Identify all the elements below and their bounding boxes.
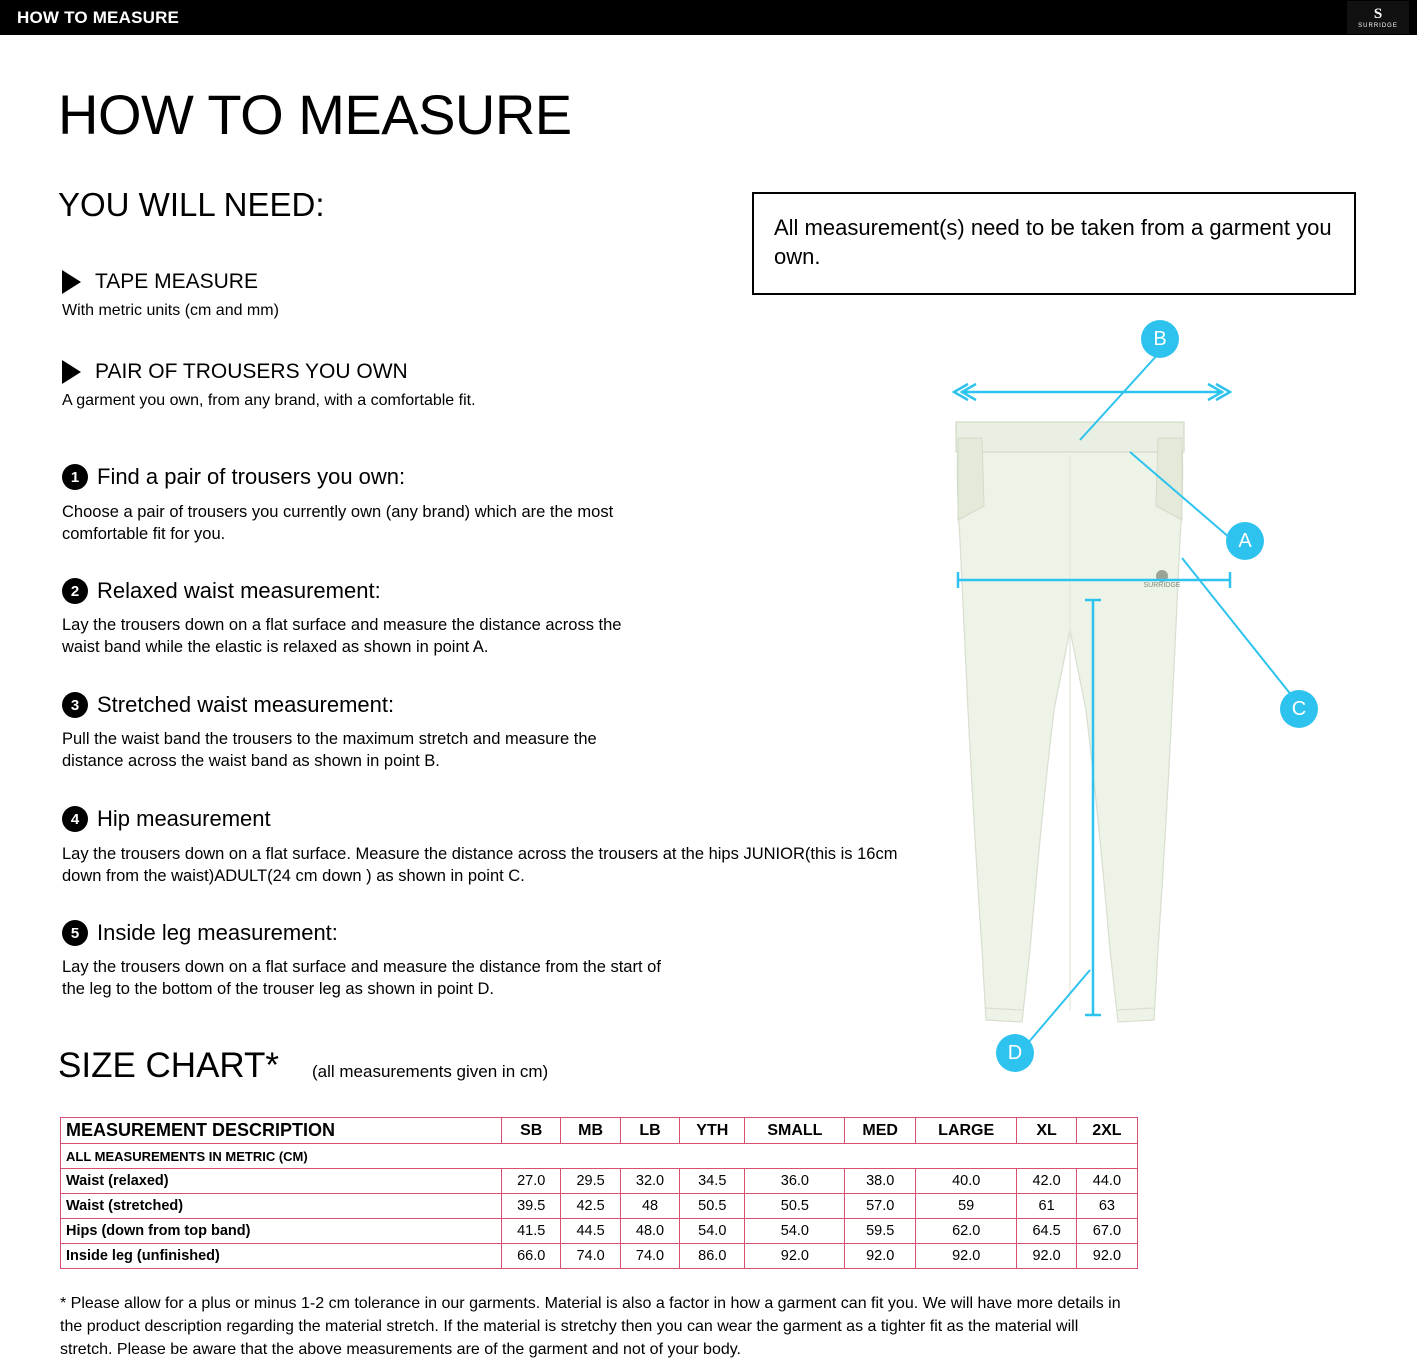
cell: 54.0 bbox=[745, 1219, 845, 1244]
cell: 42.5 bbox=[561, 1194, 620, 1219]
column-header-mb: MB bbox=[561, 1118, 620, 1144]
top-bar-title: HOW TO MEASURE bbox=[17, 8, 180, 27]
row-label-hips: Hips (down from top band) bbox=[61, 1219, 502, 1244]
cell: 41.5 bbox=[502, 1219, 561, 1244]
cell: 54.0 bbox=[680, 1219, 745, 1244]
step-2-title: Relaxed waist measurement: bbox=[97, 578, 381, 603]
cell: 92.0 bbox=[1017, 1244, 1076, 1269]
cell: 92.0 bbox=[1076, 1244, 1137, 1269]
brand-name-label: SURRIDGE bbox=[1358, 22, 1398, 29]
diagram-label-b: B bbox=[1141, 320, 1179, 358]
garment-brand-tag: SURRIDGE bbox=[1143, 582, 1181, 589]
page-title: HOW TO MEASURE bbox=[58, 83, 572, 146]
row-label-waist-relaxed: Waist (relaxed) bbox=[61, 1169, 502, 1194]
cell: 57.0 bbox=[845, 1194, 916, 1219]
triangle-bullet-icon bbox=[62, 270, 81, 294]
step-5-title: Inside leg measurement: bbox=[97, 920, 338, 945]
step-3-title: Stretched waist measurement: bbox=[97, 692, 395, 717]
cell: 48 bbox=[620, 1194, 679, 1219]
table-row bbox=[61, 1244, 1138, 1269]
cell: 39.5 bbox=[502, 1194, 561, 1219]
cell: 42.0 bbox=[1017, 1169, 1076, 1194]
row-label-waist-stretched: Waist (stretched) bbox=[61, 1194, 502, 1219]
table-subheader-row bbox=[61, 1144, 1138, 1169]
you-will-need-heading: YOU WILL NEED: bbox=[58, 186, 325, 223]
cell: 59.5 bbox=[845, 1219, 916, 1244]
step-2-number: 2 bbox=[62, 578, 88, 604]
column-header-large: LARGE bbox=[915, 1118, 1016, 1144]
cell: 92.0 bbox=[745, 1244, 845, 1269]
need-item-tape-measure-sub: With metric units (cm and mm) bbox=[62, 302, 279, 319]
table-header-row bbox=[61, 1118, 1138, 1144]
column-header-2xl: 2XL bbox=[1076, 1118, 1137, 1144]
cell: 32.0 bbox=[620, 1169, 679, 1194]
column-header-med: MED bbox=[845, 1118, 916, 1144]
cell: 74.0 bbox=[561, 1244, 620, 1269]
callout-text: All measurement(s) need to be taken from a garment you own. bbox=[774, 215, 1332, 269]
table-row bbox=[61, 1194, 1138, 1219]
cell: 44.0 bbox=[1076, 1169, 1137, 1194]
step-1-number: 1 bbox=[62, 464, 88, 490]
cell: 92.0 bbox=[845, 1244, 916, 1269]
step-1-body: Choose a pair of trousers you currently own (any brand) which are the most comfortable fit for you. bbox=[62, 503, 614, 544]
cell: 29.5 bbox=[561, 1169, 620, 1194]
cell: 61 bbox=[1017, 1194, 1076, 1219]
cell: 63 bbox=[1076, 1194, 1137, 1219]
cell: 66.0 bbox=[502, 1244, 561, 1269]
footnote-text: * Please allow for a plus or minus 1-2 cm tolerance in our garments. Material is also a factor in how a garment can fit you. We will have more details in the product description regarding the material stretch. If the material is stretchy then you can wear the garment as a tighter fit as the material will stretch. Please be aware that the above measurements are of the garment and not of your body. bbox=[60, 1295, 1121, 1359]
step-3-body: Pull the waist band the trousers to the maximum stretch and measure the distance across the waist band as shown in point B. bbox=[62, 730, 597, 771]
brand-logo bbox=[1347, 1, 1409, 34]
cell: 64.5 bbox=[1017, 1219, 1076, 1244]
step-3-number: 3 bbox=[62, 692, 88, 718]
size-chart-heading: SIZE CHART* bbox=[58, 1046, 280, 1085]
cell: 40.0 bbox=[915, 1169, 1016, 1194]
step-5-body: Lay the trousers down on a flat surface and measure the distance from the start of the leg to the bottom of the trouser leg as shown in point D. bbox=[62, 958, 661, 999]
cell: 44.5 bbox=[561, 1219, 620, 1244]
cell: 36.0 bbox=[745, 1169, 845, 1194]
top-bar bbox=[0, 0, 1417, 35]
table-row bbox=[61, 1169, 1138, 1194]
callout-box bbox=[752, 192, 1356, 295]
size-chart-note: (all measurements given in cm) bbox=[312, 1062, 549, 1081]
step-4-title: Hip measurement bbox=[97, 806, 271, 831]
cell: 92.0 bbox=[915, 1244, 1016, 1269]
size-chart-table bbox=[60, 1117, 1138, 1269]
diagram-label-c: C bbox=[1280, 690, 1318, 728]
cell: 50.5 bbox=[680, 1194, 745, 1219]
trouser-measurement-diagram bbox=[930, 310, 1400, 1090]
column-header-description: MEASUREMENT DESCRIPTION bbox=[61, 1118, 502, 1144]
cell: 74.0 bbox=[620, 1244, 679, 1269]
step-4-body: Lay the trousers down on a flat surface. Measure the distance across the trousers at the hips JUNIOR(this is 16cm down from the waist)ADULT(24 cm down ) as shown in point C. bbox=[62, 845, 898, 886]
cell: 67.0 bbox=[1076, 1219, 1137, 1244]
column-header-xl: XL bbox=[1017, 1118, 1076, 1144]
cell: 38.0 bbox=[845, 1169, 916, 1194]
triangle-bullet-icon bbox=[62, 360, 81, 384]
cell: 34.5 bbox=[680, 1169, 745, 1194]
trouser-diagram-svg bbox=[930, 310, 1400, 1090]
diagram-label-a: A bbox=[1226, 522, 1264, 560]
column-header-sb: SB bbox=[502, 1118, 561, 1144]
diagram-label-d: D bbox=[996, 1034, 1034, 1072]
column-header-small: SMALL bbox=[745, 1118, 845, 1144]
need-item-trousers-sub: A garment you own, from any brand, with a comfortable fit. bbox=[62, 392, 476, 409]
cell: 86.0 bbox=[680, 1244, 745, 1269]
cell: 62.0 bbox=[915, 1219, 1016, 1244]
cell: 50.5 bbox=[745, 1194, 845, 1219]
cell: 27.0 bbox=[502, 1169, 561, 1194]
brand-mark-icon: S bbox=[1373, 5, 1383, 22]
need-item-trousers-label: PAIR OF TROUSERS YOU OWN bbox=[95, 360, 408, 383]
column-header-yth: YTH bbox=[680, 1118, 745, 1144]
metric-units-label: ALL MEASUREMENTS IN METRIC (CM) bbox=[61, 1144, 1138, 1169]
cell: 48.0 bbox=[620, 1219, 679, 1244]
step-4-number: 4 bbox=[62, 806, 88, 832]
step-5-number: 5 bbox=[62, 920, 88, 946]
cell: 59 bbox=[915, 1194, 1016, 1219]
table-row bbox=[61, 1219, 1138, 1244]
row-label-inside-leg: Inside leg (unfinished) bbox=[61, 1244, 502, 1269]
need-item-tape-measure-label: TAPE MEASURE bbox=[95, 270, 258, 293]
step-1-title: Find a pair of trousers you own: bbox=[97, 464, 406, 489]
column-header-lb: LB bbox=[620, 1118, 679, 1144]
step-2-body: Lay the trousers down on a flat surface and measure the distance across the waist band while the elastic is relaxed as shown in point A. bbox=[62, 616, 622, 657]
